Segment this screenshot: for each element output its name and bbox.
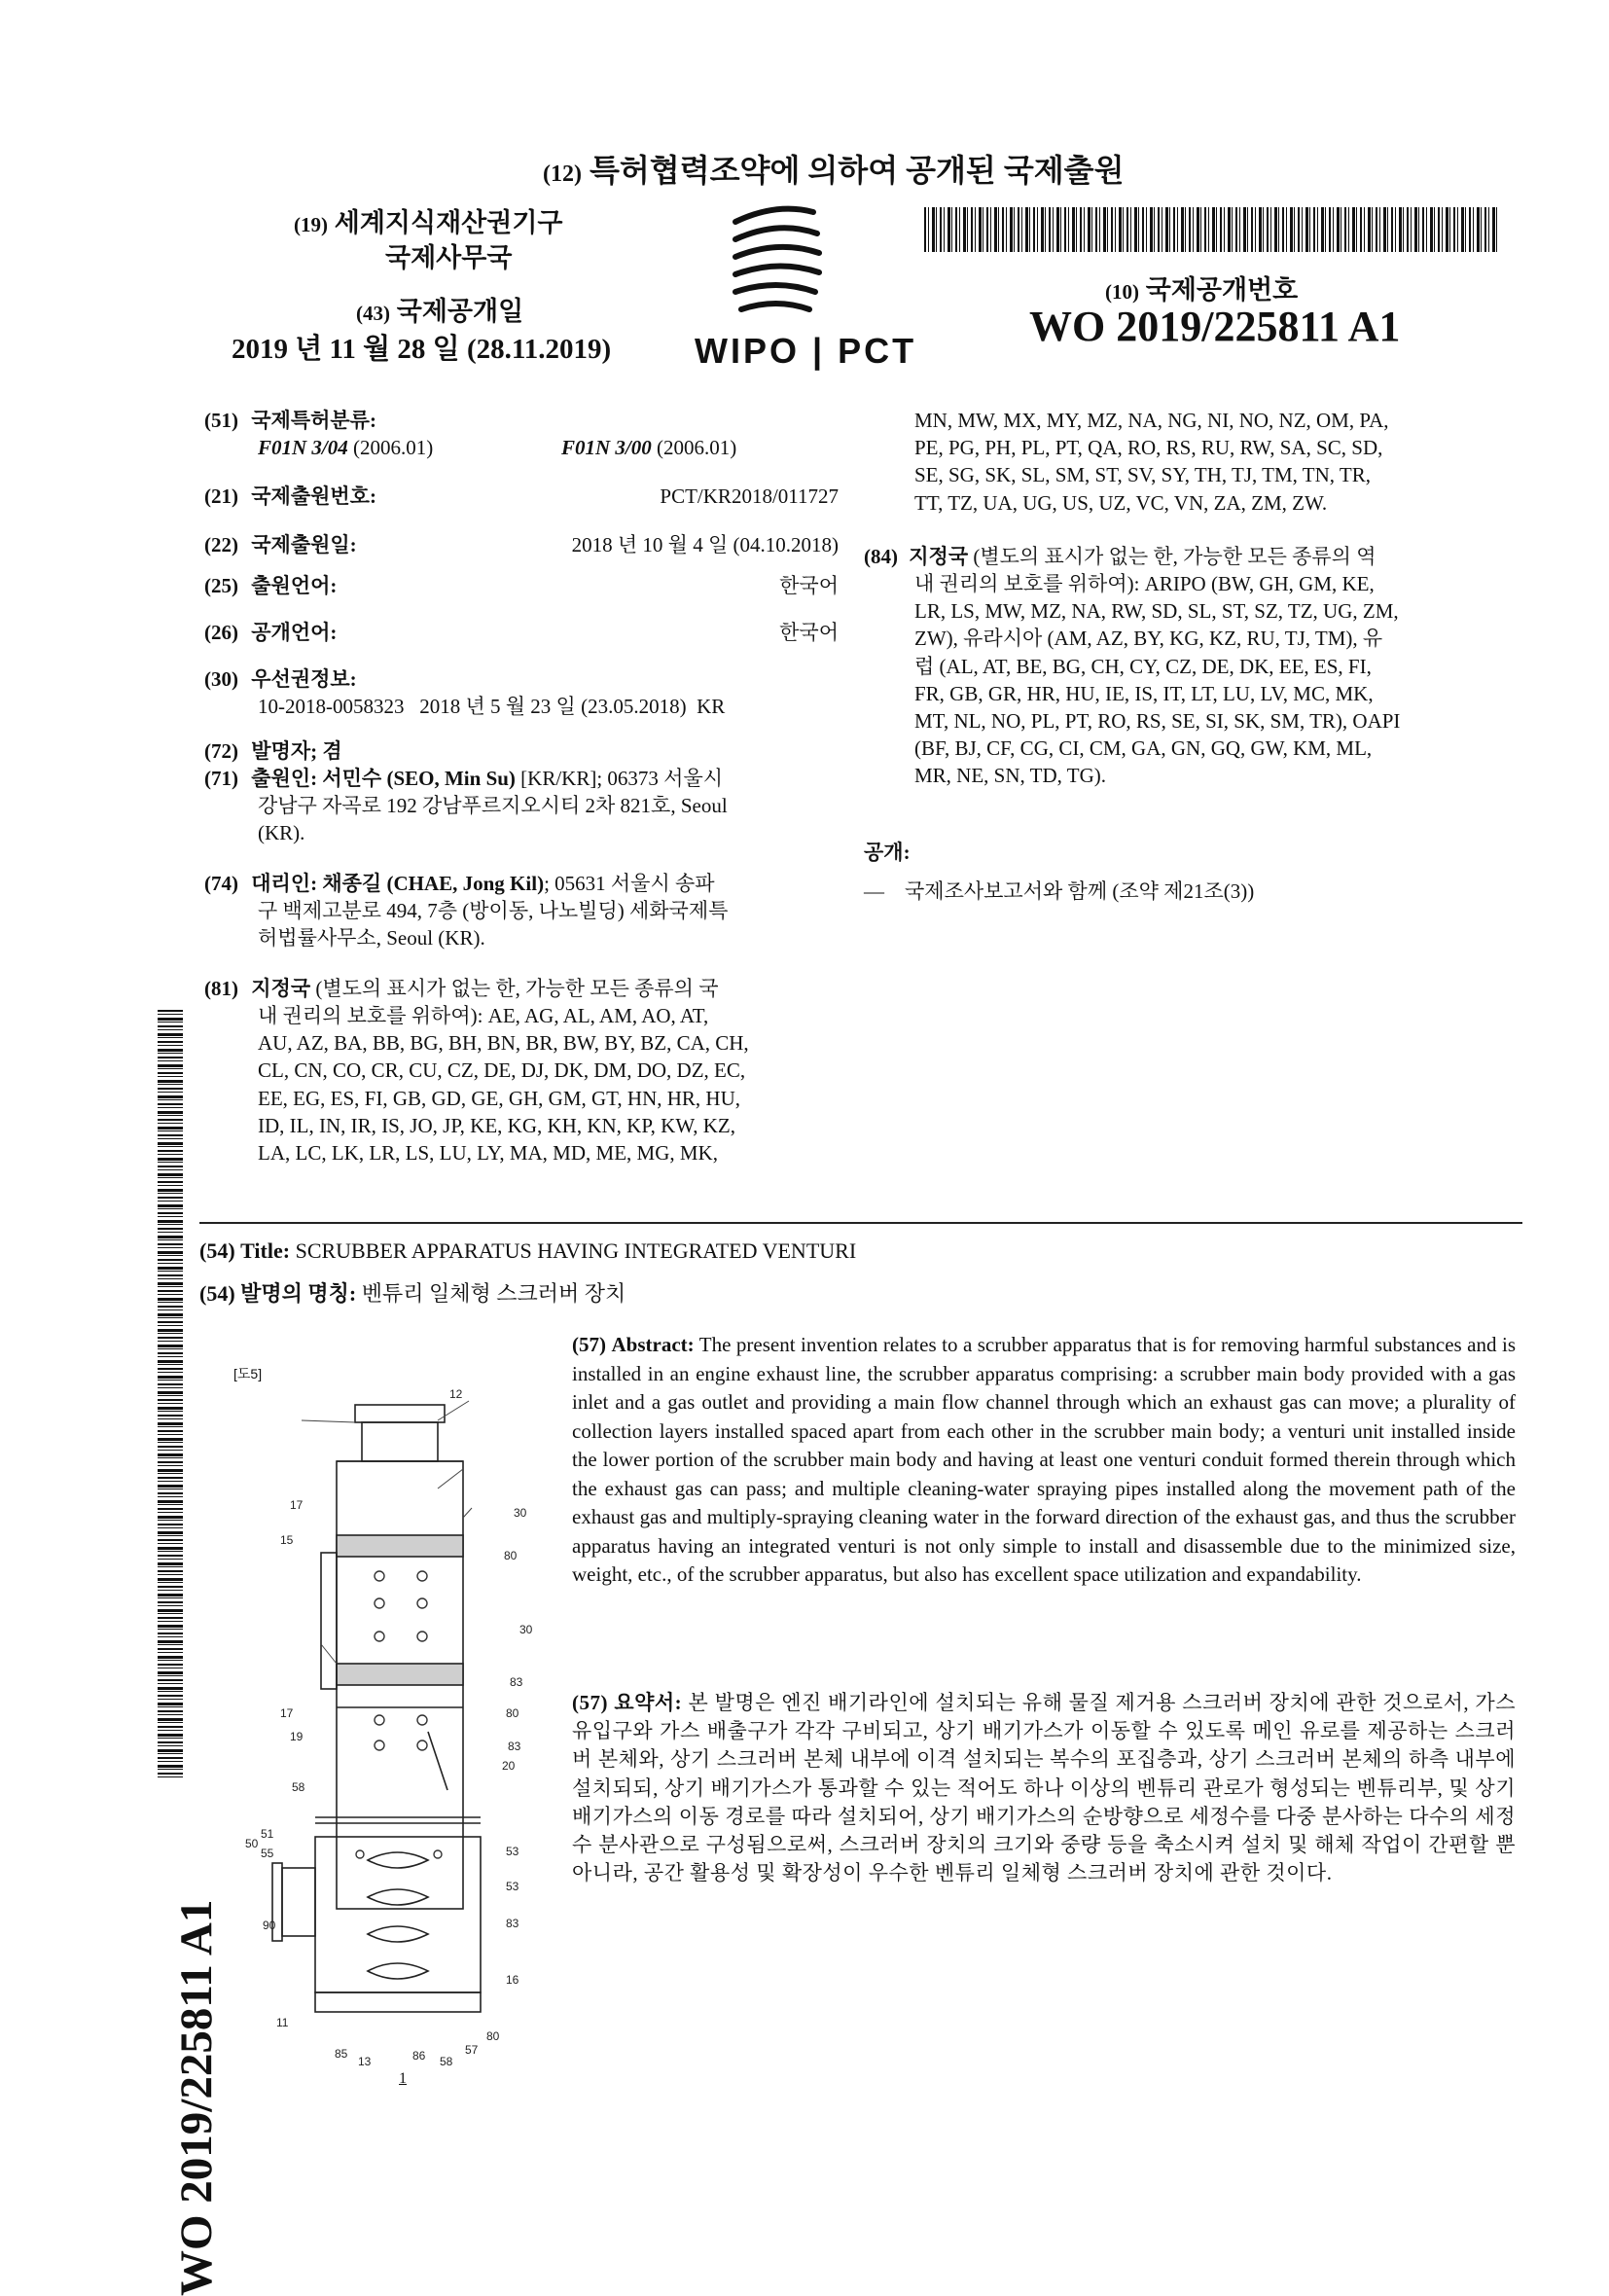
publication-language: 한국어 <box>779 621 839 644</box>
field-81-line: AU, AZ, BA, BB, BG, BH, BN, BR, BW, BY, BZ, CA, CH, <box>258 1031 749 1056</box>
publication-number: WO 2019/225811 A1 <box>1029 303 1401 350</box>
figure-label: 53 <box>506 1880 519 1893</box>
field-51-ipc <box>258 434 841 461</box>
agent-address-1: ; 05631 서울시 송파 <box>544 872 715 895</box>
field-25-label: 출원언어: <box>251 574 338 597</box>
publication-date: 2019 년 11 월 28 일 (28.11.2019) <box>232 334 612 365</box>
field-81-label: 지정국 <box>251 977 311 1000</box>
org-code: (19) <box>294 213 328 236</box>
filing-language: 한국어 <box>779 574 839 597</box>
field-81-line: ID, IL, IN, IR, IS, JO, JP, KE, KG, KH, KN, KP, KW, KZ, <box>258 1113 735 1137</box>
field-84-line: LR, LS, MW, MZ, NA, RW, SD, SL, ST, SZ, TZ, UG, ZM, <box>914 599 1399 624</box>
figure-label: 86 <box>412 2049 426 2063</box>
title-ko-code: (54) <box>199 1281 235 1306</box>
title-en-code: (54) <box>199 1238 235 1263</box>
figure-label: 83 <box>508 1740 521 1753</box>
field-30 <box>204 665 846 693</box>
field-81-cont-line: TT, TZ, UA, UG, US, UZ, VC, VN, ZA, ZM, ZW. <box>914 490 1328 515</box>
field-84-line: 럽 (AL, AT, BE, BG, CH, CY, CZ, DE, DK, EE, ES, FI, <box>914 654 1372 678</box>
figure-number: 1 <box>399 2070 407 2087</box>
priority-data: 10-2018-0058323 2018 년 5 월 23 일 (23.05.2018) KR <box>258 695 726 718</box>
title-ko-text: 벤튜리 일체형 스크러버 장치 <box>356 1281 626 1306</box>
title-en-text: SCRUBBER APPARATUS HAVING INTEGRATED VENTURI <box>290 1238 857 1263</box>
figure-label: 57 <box>465 2043 479 2057</box>
field-30-label: 우선권정보: <box>251 667 357 691</box>
field-72 <box>204 737 342 765</box>
abstract-code: (57) <box>572 1333 606 1356</box>
field-72-code: (72) <box>204 739 238 763</box>
field-81-line: 내 권리의 보호를 위하여): AE, AG, AL, AM, AO, AT, <box>258 1004 709 1027</box>
figure-label: 12 <box>449 1387 463 1401</box>
agent-name: 채종길 (CHAE, Jong Kil) <box>322 872 545 895</box>
field-81-cont-line: SE, SG, SK, SL, SM, ST, SV, SY, TH, TJ, TM, TN, TR, <box>914 463 1371 487</box>
field-84-line: 내 권리의 보호를 위하여): ARIPO (BW, GH, GM, KE, <box>914 572 1375 595</box>
figure-label: 58 <box>292 1780 305 1794</box>
field-21 <box>204 483 839 510</box>
figure-label: 80 <box>486 2029 500 2043</box>
title-en-label: Title: <box>240 1238 291 1263</box>
field-21-code: (21) <box>204 484 238 508</box>
figure-caption: [도5] <box>233 1366 263 1381</box>
field-51-label: 국제특허분류: <box>251 409 376 432</box>
applicant-address-1: [KR/KR]; 06373 서울시 <box>515 767 724 790</box>
field-74-label: 대리인: <box>251 872 318 895</box>
org-name: 세계지식재산권기구 <box>334 208 563 237</box>
barcode-top <box>924 207 1500 252</box>
figure-label: 50 <box>245 1837 259 1850</box>
field-84-line-1: (별도의 표시가 없는 한, 가능한 모든 종류의 역 <box>968 545 1377 568</box>
field-84-code: (84) <box>864 545 898 568</box>
published-item: — 국제조사보고서와 함께 (조약 제21조(3)) <box>864 879 1255 903</box>
pubdate-code: (43) <box>356 302 390 325</box>
figure-label: 17 <box>280 1706 294 1720</box>
ipc-date-2: (2006.01) <box>651 436 737 459</box>
field-26 <box>204 619 839 646</box>
figure-label: 16 <box>506 1973 519 1987</box>
field-51-code: (51) <box>204 409 238 432</box>
figure-label: 80 <box>504 1549 518 1562</box>
figure-label: 11 <box>276 2016 289 2029</box>
document-title <box>543 146 1125 191</box>
field-84-line: MR, NE, SN, TD, TG). <box>914 764 1106 788</box>
ipc-code-2: F01N 3/00 <box>561 436 652 459</box>
figure-label: 83 <box>506 1917 519 1930</box>
field-25 <box>204 572 839 599</box>
field-81-line: LA, LC, LK, LR, LS, LU, LY, MA, MD, ME, MG, MK, <box>258 1141 718 1166</box>
field-81-code: (81) <box>204 977 238 1000</box>
field-74 <box>204 870 856 897</box>
title-text: 특허협력조약에 의하여 공개된 국제출원 <box>589 153 1125 188</box>
figure-label: 30 <box>514 1506 527 1520</box>
field-51 <box>204 407 846 434</box>
field-26-label: 공개언어: <box>251 621 338 644</box>
abstract-korean <box>572 1689 1516 1887</box>
figure-label: 90 <box>263 1919 276 1932</box>
figure-label: 55 <box>261 1847 274 1860</box>
abstract-text: The present invention relates to a scrubber apparatus that is for removing harmful substances and is installed in an engine exhaust line, the scrubber apparatus comprising: a scrubber main body provided with a gas inlet and a gas outlet and providing a main flow channel through which an exhaust gas can move; a plurality of collection layers installed spaced apart from each other in the scrubber main body; a venturi unit installed inside the lower portion of the scrubber main body and having at least one venturi conduit formed therein through which the exhaust gas can pass; and multiple cleaning-water spraying pipes installed along the movement path of the exhaust gas and multiply-spraying cleaning water in the forward direction of the exhaust gas, and thus the scrubber apparatus having an integrated venturi is not only simple to install and disassemble due to the minimized size, weight, etc., of the scrubber apparatus, but also has excellent space utilization and expandability. <box>572 1333 1516 1586</box>
application-number: PCT/KR2018/011727 <box>660 484 839 508</box>
field-81 <box>204 975 856 1002</box>
figure-label: 19 <box>290 1730 304 1743</box>
summary-text: 본 발명은 엔진 배기라인에 설치되는 유해 물질 제거용 스크러버 장치에 관한 것으로서, 가스 유입구와 가스 배출구가 각각 구비되고, 상기 배기가스가 이동할 수 있도록 메인 유로를 제공하는 스크러버 본체와, 상기 스크러버 본체 내부에 이격 설치되는 복수의 포집층과, 상기 스크러버 본체의 하측 내부에 설치되되, 상기 배기가스가 통과할 수 있는 적어도 하나 이상의 벤튜리 관로가 형성되는 벤튜리부, 및 상기 배기가스의 이동 경로를 따라 설치되어, 상기 배기가스의 순방향으로 세정수를 다중 분사하는 다수의 세정수 분사관으로 구성됨으로써, 스크러버 장치의 크기와 중량 등을 축소시켜 설치 및 해체 작업이 간편할 뿐 아니라, 공간 활용성 및 확장성이 우수한 벤튜리 일체형 스크러버 장치에 관한 것이다. <box>572 1691 1516 1885</box>
field-22-label: 국제출원일: <box>251 533 357 556</box>
abstract-label: Abstract: <box>611 1333 695 1356</box>
field-84 <box>864 543 1525 570</box>
field-84-line: FR, GB, GR, HR, HU, IE, IS, IT, LT, LU, LV, MC, MK, <box>914 681 1374 705</box>
figure-label: 30 <box>519 1623 533 1636</box>
applicant-address-3: (KR). <box>258 821 305 844</box>
title-english <box>199 1238 856 1265</box>
wipo-logo-icon <box>728 195 825 331</box>
field-84-line: (BF, BJ, CF, CG, CI, CM, GA, GN, GQ, GW, KM, ML, <box>914 736 1373 761</box>
organization <box>294 206 563 274</box>
field-71-label: 출원인: <box>251 767 318 790</box>
pubdate-label-text: 국제공개일 <box>396 297 524 326</box>
field-84-states <box>914 570 1400 790</box>
field-81-cont-line: MN, MW, MX, MY, MZ, NA, NG, NI, NO, NZ, OM, PA, <box>914 409 1389 432</box>
field-26-code: (26) <box>204 621 238 644</box>
figure-label: 17 <box>290 1498 304 1512</box>
field-81-line: EE, EG, ES, FI, GB, GD, GE, GH, GM, GT, HN, HR, HU, <box>258 1086 741 1110</box>
applicant-name: 서민수 (SEO, Min Su) <box>322 767 516 790</box>
applicant-address-2: 강남구 자곡로 192 강남푸르지오시티 2차 821호, Seoul <box>258 794 728 817</box>
field-84-line: MT, NL, NO, PL, PT, RO, RS, SE, SI, SK, SM, TR), OAPI <box>914 709 1401 734</box>
title-ko-label: 발명의 명칭: <box>240 1281 357 1306</box>
figure-label: 85 <box>335 2047 348 2061</box>
figure-label: 13 <box>358 2055 372 2068</box>
figure-label: 15 <box>280 1533 294 1547</box>
field-30-code: (30) <box>204 667 238 691</box>
publication-date-label <box>356 290 523 328</box>
field-72-label: 발명자; 겸 <box>251 739 342 763</box>
figure-label: 80 <box>506 1706 519 1720</box>
title-code: (12) <box>543 161 582 187</box>
field-25-code: (25) <box>204 574 238 597</box>
abstract-english <box>572 1331 1516 1590</box>
published-label: 공개: <box>864 841 911 864</box>
title-korean <box>199 1280 626 1308</box>
field-21-label: 국제출원번호: <box>251 484 376 508</box>
agent-address-2: 구 백제고분로 494, 7층 (방이동, 나노빌딩) 세화국제특 <box>258 899 729 922</box>
figure-label: 51 <box>261 1827 274 1841</box>
field-71 <box>204 765 856 792</box>
ipc-code-1: F01N 3/04 <box>258 436 348 459</box>
figure-label: 20 <box>502 1759 516 1773</box>
filing-date: 2018 년 10 월 4 일 (04.10.2018) <box>571 533 839 556</box>
figure-label: 53 <box>506 1845 519 1858</box>
field-22-code: (22) <box>204 533 238 556</box>
field-84-line: ZW), 유라시아 (AM, AZ, BY, KG, KZ, RU, TJ, TM), 유 <box>914 627 1383 651</box>
agent-address-3: 허법률사무소, Seoul (KR). <box>258 926 485 950</box>
figure-label: 58 <box>440 2055 453 2068</box>
ipc-date-1: (2006.01) <box>347 436 434 459</box>
section-divider <box>199 1222 1522 1224</box>
summary-code: (57) <box>572 1691 608 1714</box>
barcode-side <box>158 1010 183 1778</box>
field-74-code: (74) <box>204 872 238 895</box>
field-81-continued <box>914 407 1389 517</box>
field-81-line-1: (별도의 표시가 없는 한, 가능한 모든 종류의 국 <box>310 977 719 1000</box>
wipo-pct-logo-text: WIPO | PCT <box>695 331 917 371</box>
pubno-code: (10) <box>1105 280 1139 304</box>
field-22 <box>204 531 839 558</box>
field-81-cont-line: PE, PG, PH, PL, PT, QA, RO, RS, RU, RW, SA, SC, SD, <box>914 436 1383 460</box>
field-81-states <box>258 1002 749 1166</box>
org-bureau: 국제사무국 <box>385 243 513 272</box>
pubno-label-text: 국제공개번호 <box>1145 275 1299 305</box>
side-publication-number: WO 2019/225811 A1 <box>171 1899 222 2296</box>
field-81-line: CL, CN, CO, CR, CU, CZ, DE, DJ, DK, DM, DO, DZ, EC, <box>258 1058 746 1083</box>
figure-label: 83 <box>510 1675 523 1689</box>
field-84-label: 지정국 <box>909 545 969 568</box>
summary-label: 요약서: <box>614 1691 683 1714</box>
field-71-code: (71) <box>204 767 238 790</box>
